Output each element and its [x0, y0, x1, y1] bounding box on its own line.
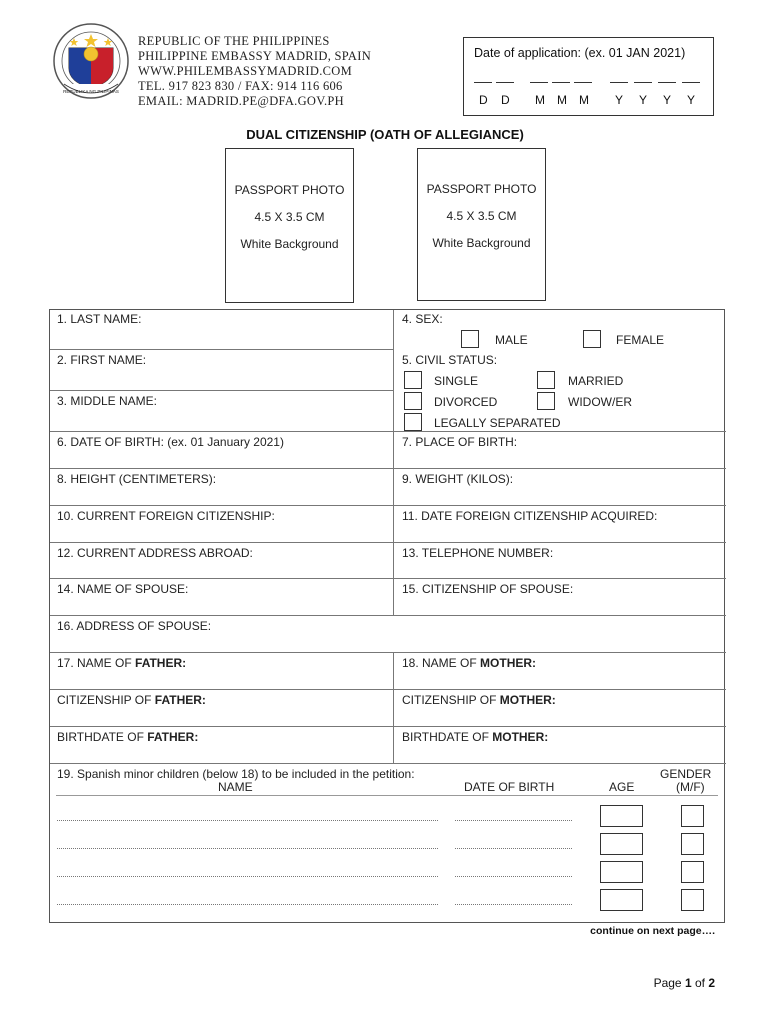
legally-separated-checkbox[interactable]: [404, 413, 422, 431]
citizenship-prefix: CITIZENSHIP OF: [402, 693, 500, 707]
year-letter: Y: [687, 93, 696, 107]
mother-citizenship-field[interactable]: [402, 693, 556, 707]
row-divider: [50, 431, 726, 432]
mother-name-field[interactable]: [402, 656, 536, 670]
married-checkbox[interactable]: [537, 371, 555, 389]
current-address-field[interactable]: 12. CURRENT ADDRESS ABROAD:: [57, 546, 253, 560]
row-divider: [50, 763, 726, 764]
day-letter: D: [479, 93, 488, 107]
header-line-phone: TEL. 917 823 830 / FAX: 914 116 606: [138, 79, 343, 93]
child-3-name-line[interactable]: [57, 876, 438, 877]
day-blank-1[interactable]: [474, 76, 492, 83]
child-2-age-box[interactable]: [600, 833, 643, 855]
children-header-rule: [56, 795, 718, 796]
spouse-name-field[interactable]: 14. NAME OF SPOUSE:: [57, 582, 189, 596]
father-word: FATHER:: [135, 656, 187, 670]
weight-field[interactable]: 9. WEIGHT (KILOS):: [402, 472, 514, 486]
header-line-embassy: PHILIPPINE EMBASSY MADRID, SPAIN: [138, 49, 372, 63]
children-dob-header: DATE OF BIRTH: [464, 780, 555, 794]
page-current: 1: [684, 976, 692, 990]
single-checkbox[interactable]: [404, 371, 422, 389]
column-divider: [393, 652, 394, 763]
year-blank-4[interactable]: [682, 76, 700, 83]
father-word: FATHER:: [147, 730, 199, 744]
photo-background: White Background: [240, 237, 339, 251]
year-blank-3[interactable]: [658, 76, 676, 83]
spouse-address-field[interactable]: 16. ADDRESS OF SPOUSE:: [57, 619, 212, 633]
children-age-header: AGE: [609, 780, 635, 794]
children-gender-header: GENDER: [660, 767, 712, 781]
father-word: FATHER:: [154, 693, 206, 707]
month-letter: M: [557, 93, 567, 107]
married-label: MARRIED: [568, 374, 624, 388]
continue-note: continue on next page….: [590, 925, 715, 937]
sex-label: 4. SEX:: [402, 312, 443, 326]
children-gender-subheader: (M/F): [676, 780, 705, 794]
row-divider: [50, 615, 726, 616]
month-blank-1[interactable]: [530, 76, 548, 83]
child-1-dob-line[interactable]: [455, 820, 572, 821]
row-divider: [50, 349, 393, 350]
child-3-age-box[interactable]: [600, 861, 643, 883]
year-letter: Y: [639, 93, 648, 107]
female-checkbox[interactable]: [583, 330, 601, 348]
divorced-label: DIVORCED: [434, 395, 498, 409]
date-of-application-box: [463, 37, 714, 116]
child-2-dob-line[interactable]: [455, 848, 572, 849]
row-divider: [50, 652, 726, 653]
row-divider: [50, 542, 726, 543]
male-checkbox[interactable]: [461, 330, 479, 348]
child-3-dob-line[interactable]: [455, 876, 572, 877]
photo-label: PASSPORT PHOTO: [234, 183, 345, 197]
row-divider: [50, 578, 726, 579]
first-name-field[interactable]: 2. FIRST NAME:: [57, 353, 147, 367]
form-title: DUAL CITIZENSHIP (OATH OF ALLEGIANCE): [246, 127, 524, 142]
month-letter: M: [579, 93, 589, 107]
child-2-name-line[interactable]: [57, 848, 438, 849]
row-divider: [50, 390, 393, 391]
year-blank-2[interactable]: [634, 76, 652, 83]
child-4-dob-line[interactable]: [455, 904, 572, 905]
date-of-birth-field[interactable]: 6. DATE OF BIRTH: (ex. 01 January 2021): [57, 435, 284, 449]
photo-size: 4.5 X 3.5 CM: [254, 210, 325, 224]
child-2-gender-box[interactable]: [681, 833, 704, 855]
date-citizenship-acquired-field[interactable]: 11. DATE FOREIGN CITIZENSHIP ACQUIRED:: [402, 509, 658, 523]
father-name-prefix: 17. NAME OF: [57, 656, 136, 670]
citizenship-prefix: CITIZENSHIP OF: [57, 693, 155, 707]
header-line-republic: REPUBLIC OF THE PHILIPPINES: [138, 34, 330, 48]
current-citizenship-field[interactable]: 10. CURRENT FOREIGN CITIZENSHIP:: [57, 509, 275, 523]
child-4-gender-box[interactable]: [681, 889, 704, 911]
telephone-field[interactable]: 13. TELEPHONE NUMBER:: [402, 546, 554, 560]
female-label: FEMALE: [616, 333, 665, 347]
day-letter: D: [501, 93, 510, 107]
civil-status-label: 5. CIVIL STATUS:: [402, 353, 498, 367]
mother-word: MOTHER:: [480, 656, 537, 670]
month-blank-3[interactable]: [574, 76, 592, 83]
mother-word: MOTHER:: [499, 693, 556, 707]
photo-size: 4.5 X 3.5 CM: [446, 209, 517, 223]
date-of-application-label: Date of application: (ex. 01 JAN 2021): [474, 46, 686, 60]
height-field[interactable]: 8. HEIGHT (CENTIMETERS):: [57, 472, 217, 486]
page-of: of: [691, 976, 709, 990]
legally-separated-label: LEGALLY SEPARATED: [434, 416, 561, 430]
widow-label: WIDOW/ER: [568, 395, 632, 409]
child-1-age-box[interactable]: [600, 805, 643, 827]
father-name-field[interactable]: [57, 656, 186, 670]
passport-photo-box-1[interactable]: [225, 148, 354, 303]
photo-label: PASSPORT PHOTO: [426, 182, 537, 196]
child-1-name-line[interactable]: [57, 820, 438, 821]
month-letter: M: [535, 93, 545, 107]
header-line-website: WWW.PHILEMBASSYMADRID.COM: [138, 64, 352, 78]
child-3-gender-box[interactable]: [681, 861, 704, 883]
birthdate-prefix: BIRTHDATE OF: [57, 730, 148, 744]
row-divider: [50, 468, 726, 469]
last-name-field[interactable]: 1. LAST NAME:: [57, 312, 142, 326]
male-label: MALE: [495, 333, 528, 347]
photo-background: White Background: [432, 236, 531, 250]
column-divider: [393, 310, 394, 615]
row-divider: [50, 505, 726, 506]
birthdate-prefix: BIRTHDATE OF: [402, 730, 493, 744]
mother-word: MOTHER:: [492, 730, 549, 744]
father-birthdate-field[interactable]: [57, 730, 198, 744]
application-form: [49, 309, 725, 923]
widow-checkbox[interactable]: [537, 392, 555, 410]
father-citizenship-field[interactable]: [57, 693, 206, 707]
month-blank-2[interactable]: [552, 76, 570, 83]
mother-name-prefix: 18. NAME OF: [402, 656, 481, 670]
page-prefix: Page: [653, 976, 685, 990]
spouse-citizenship-field[interactable]: 15. CITIZENSHIP OF SPOUSE:: [402, 582, 574, 596]
header-line-email: EMAIL: MADRID.PE@DFA.GOV.PH: [138, 94, 344, 108]
seal-text: REPUBLIKA NG PILIPINAS: [63, 89, 119, 94]
divorced-checkbox[interactable]: [404, 392, 422, 410]
embassy-header: [138, 34, 371, 109]
day-blank-2[interactable]: [496, 76, 514, 83]
year-letter: Y: [663, 93, 672, 107]
page-number: [0, 976, 715, 990]
single-label: SINGLE: [434, 374, 479, 388]
children-section-label: 19. Spanish minor children (below 18) to be included in the petition:: [57, 767, 415, 781]
child-4-age-box[interactable]: [600, 889, 643, 911]
children-name-header: NAME: [218, 780, 253, 794]
year-letter: Y: [615, 93, 624, 107]
philippine-seal-icon: [52, 22, 130, 100]
middle-name-field[interactable]: 3. MIDDLE NAME:: [57, 394, 158, 408]
row-divider: [50, 689, 726, 690]
child-4-name-line[interactable]: [57, 904, 438, 905]
year-blank-1[interactable]: [610, 76, 628, 83]
row-divider: [50, 726, 726, 727]
child-1-gender-box[interactable]: [681, 805, 704, 827]
place-of-birth-field[interactable]: 7. PLACE OF BIRTH:: [402, 435, 518, 449]
page-total: 2: [708, 976, 715, 990]
mother-birthdate-field[interactable]: [402, 730, 548, 744]
passport-photo-box-2[interactable]: [417, 148, 546, 301]
